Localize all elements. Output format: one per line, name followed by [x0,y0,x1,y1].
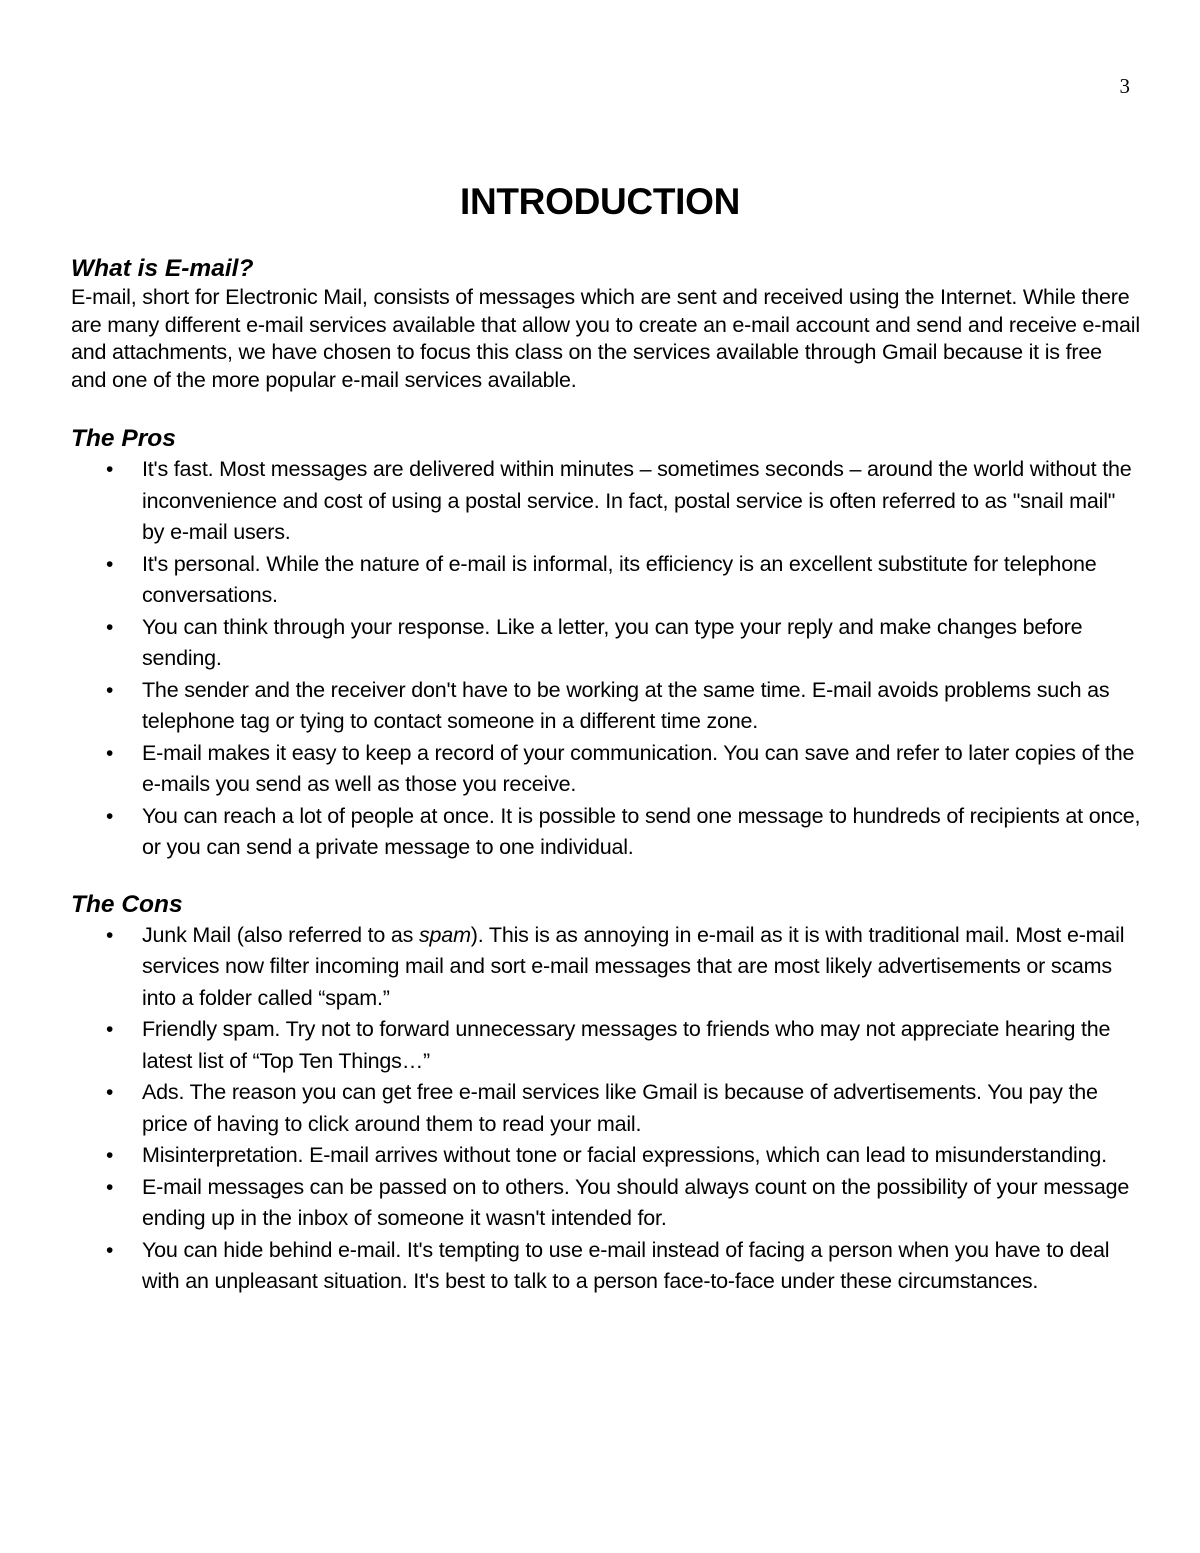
section-heading-pros: The Pros [71,425,176,452]
list-item: • You can reach a lot of people at once. It is possible to send one message to hundreds of recipients at once, or you can send a private message to one individual. [142,801,1141,864]
page-number: 3 [1119,74,1130,98]
list-item: • It's personal. While the nature of e-mail is informal, its efficiency is an excellent substitute for telephone conversations. [142,549,1141,612]
intro-paragraph: E-mail, short for Electronic Mail, consists of messages which are sent and received using the Internet. While there are many different e-mail services available that allow you to create an e-mail account and send and receive e-mail and attachments, we have chosen to focus this class on the services available through Gmail because it is free and one of the more popular e-mail services available. [71,285,1140,392]
spam-term: spam [419,922,471,947]
section-heading-what-is-email: What is E-mail? [71,255,254,282]
list-item: • Friendly spam. Try not to forward unnecessary messages to friends who may not appreciate hearing the latest list of “Top Ten Things…” [142,1014,1141,1077]
junk-mail-text-end: ). This is as annoying in e-mail as it is with traditional mail. Most e-mail services now filter incoming mail and sort e-mail messages that are most likely advertisements or scams into a folder called “spam.” [142,922,1125,1010]
list-item: • You can think through your response. Like a letter, you can type your reply and make changes before sending. [142,612,1141,675]
list-item: • Misinterpretation. E-mail arrives without tone or facial expressions, which can lead to misunderstanding. [142,1140,1141,1172]
list-item: • The sender and the receiver don't have to be working at the same time. E-mail avoids problems such as telephone tag or tying to contact someone in a different time zone. [142,675,1141,738]
list-item: • E-mail messages can be passed on to others. You should always count on the possibility of your message ending up in the inbox of someone it wasn't intended for. [142,1172,1141,1235]
junk-mail-text-start: Junk Mail (also referred to as [142,922,419,947]
pros-list [71,454,1141,864]
list-item: • E-mail makes it easy to keep a record of your communication. You can save and refer to later copies of the e-mails you send as well as those you receive. [142,738,1141,801]
page-title: INTRODUCTION [459,181,741,222]
section-heading-cons: The Cons [71,890,183,918]
list-item: • It's fast. Most messages are delivered within minutes – sometimes seconds – around the world without the inconvenience and cost of using a postal service. In fact, postal service is often referred to as "snail mail" by e-mail users. [142,454,1141,549]
list-item [142,920,1141,1015]
list-item: • Ads. The reason you can get free e-mail services like Gmail is because of advertisements. You pay the price of having to click around them to read your mail. [142,1077,1141,1140]
document-body [71,254,1141,1298]
cons-list [71,920,1141,1298]
list-item: • You can hide behind e-mail. It's tempting to use e-mail instead of facing a person when you have to deal with an unpleasant situation. It's best to talk to a person face-to-face under these circumstances. [142,1235,1141,1298]
